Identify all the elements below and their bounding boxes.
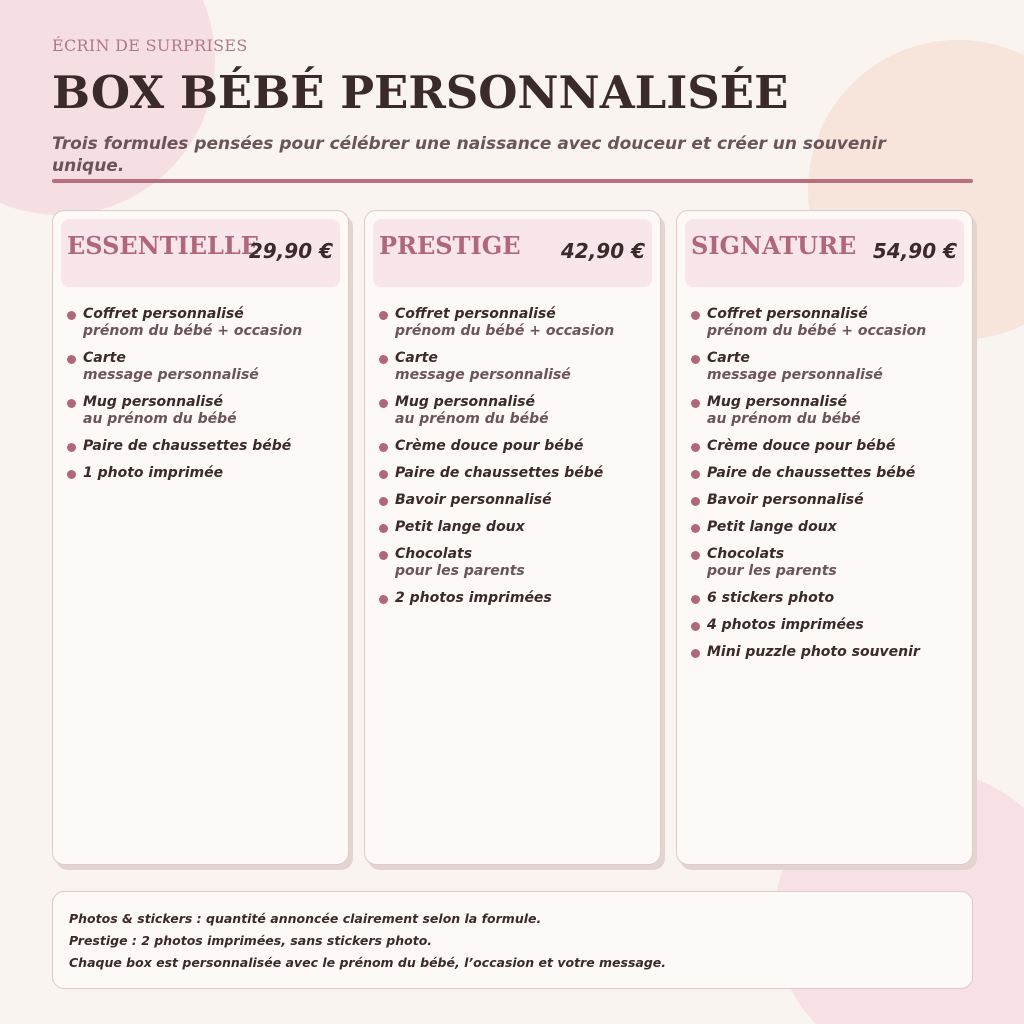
plan-item-detail: pour les parents <box>395 563 525 579</box>
plan-item <box>379 394 660 428</box>
bullet-dot-icon <box>379 551 388 560</box>
plan-item <box>67 306 348 340</box>
plan-item <box>691 546 972 580</box>
bullet-dot-icon <box>691 311 700 320</box>
plan-item <box>379 546 660 580</box>
plan-item-label: Crème douce pour bébé <box>707 438 896 454</box>
bullet-dot-icon <box>379 470 388 479</box>
plan-item <box>67 465 348 482</box>
bullet-dot-icon <box>379 524 388 533</box>
plan-item <box>691 519 972 536</box>
plan-item-detail: au prénom du bébé <box>395 411 549 427</box>
plan-item-label: Mini puzzle photo souvenir <box>707 644 920 660</box>
plan-item-text <box>707 394 861 428</box>
plan-item <box>691 492 972 509</box>
plan-item <box>691 438 972 455</box>
plan-item-text <box>395 546 525 580</box>
plan-item-label: 4 photos imprimées <box>707 617 864 633</box>
bullet-dot-icon <box>67 399 76 408</box>
plan-name: SIGNATURE <box>691 231 857 260</box>
plan-item <box>379 492 660 509</box>
plan-item-text <box>395 590 552 607</box>
plan-item <box>379 519 660 536</box>
plan-item <box>379 350 660 384</box>
note-line: Prestige : 2 photos imprimées, sans stickers photo. <box>69 933 433 948</box>
plan-price: 54,90 € <box>872 239 957 263</box>
bullet-dot-icon <box>379 595 388 604</box>
plan-item-text <box>707 438 895 455</box>
plan-item-text <box>395 438 583 455</box>
bullet-dot-icon <box>691 595 700 604</box>
plan-item-detail: prénom du bébé + occasion <box>83 323 303 339</box>
plan-card-essentielle <box>52 210 349 865</box>
plan-item-label: Carte <box>395 350 438 366</box>
plan-price: 42,90 € <box>560 239 645 263</box>
plan-card-prestige <box>364 210 661 865</box>
page-header <box>52 36 974 177</box>
plan-card-signature <box>676 210 973 865</box>
page-subtitle: Trois formules pensées pour célébrer une naissance avec douceur et créer un souvenir unique. <box>52 133 886 176</box>
bullet-dot-icon <box>67 355 76 364</box>
plan-item-text <box>395 394 549 428</box>
plan-item-detail: au prénom du bébé <box>707 411 861 427</box>
plan-item <box>691 306 972 340</box>
note-line: Photos & stickers : quantité annoncée clairement selon la formule. <box>69 911 542 926</box>
plan-name: PRESTIGE <box>379 231 521 260</box>
plan-price: 29,90 € <box>248 239 333 263</box>
plan-item-label: Coffret personnalisé <box>83 306 244 322</box>
plan-item-label: 2 photos imprimées <box>395 590 552 606</box>
plan-item-detail: message personnalisé <box>83 367 259 383</box>
bullet-dot-icon <box>379 443 388 452</box>
plan-item-label: Petit lange doux <box>395 519 525 535</box>
bullet-dot-icon <box>691 551 700 560</box>
plan-item-detail: prénom du bébé + occasion <box>395 323 615 339</box>
plan-item <box>691 644 972 661</box>
bullet-dot-icon <box>379 355 388 364</box>
plan-item-label: Crème douce pour bébé <box>395 438 584 454</box>
plan-item-text <box>83 306 302 340</box>
plan-item-text <box>707 350 883 384</box>
bullet-dot-icon <box>691 524 700 533</box>
bullet-dot-icon <box>67 311 76 320</box>
page-title: BOX BÉBÉ PERSONNALISÉE <box>52 66 789 119</box>
plan-item-text <box>707 590 834 607</box>
plan-item-label: Chocolats <box>395 546 473 562</box>
plan-item-label: Carte <box>83 350 126 366</box>
plan-item <box>379 438 660 455</box>
bullet-dot-icon <box>691 497 700 506</box>
bullet-dot-icon <box>691 649 700 658</box>
plan-item-label: 6 stickers photo <box>707 590 835 606</box>
plan-item-label: Coffret personnalisé <box>707 306 868 322</box>
plan-item-label: Paire de chaussettes bébé <box>395 465 604 481</box>
plan-item-text <box>83 350 259 384</box>
plan-item <box>691 617 972 634</box>
plan-item-text <box>707 617 864 634</box>
bullet-dot-icon <box>67 443 76 452</box>
brand-name: ÉCRIN DE SURPRISES <box>52 36 248 55</box>
plan-item-detail: message personnalisé <box>707 367 883 383</box>
plan-item-text <box>83 465 223 482</box>
plan-item <box>379 306 660 340</box>
plan-name: ESSENTIELLE <box>67 231 260 260</box>
bullet-dot-icon <box>691 399 700 408</box>
plan-item-text <box>83 438 291 455</box>
plan-item-label: Paire de chaussettes bébé <box>707 465 916 481</box>
plan-item-label: Bavoir personnalisé <box>707 492 864 508</box>
plan-items-list <box>677 287 972 661</box>
plan-item-text <box>707 519 837 536</box>
plan-item-label: Mug personnalisé <box>395 394 535 410</box>
plan-item-text <box>395 519 525 536</box>
plan-item-text <box>707 465 915 482</box>
plan-item-text <box>83 394 237 428</box>
plan-item-text <box>707 492 864 509</box>
bullet-dot-icon <box>691 470 700 479</box>
plan-item <box>691 350 972 384</box>
plan-item-text <box>707 306 926 340</box>
plan-header <box>61 219 340 287</box>
plan-item <box>67 350 348 384</box>
plan-item <box>691 465 972 482</box>
plan-item-label: 1 photo imprimée <box>83 465 224 481</box>
plan-item-text <box>707 644 920 661</box>
plan-header <box>685 219 964 287</box>
plan-items-list <box>53 287 348 482</box>
plan-item-label: Chocolats <box>707 546 785 562</box>
bullet-dot-icon <box>691 622 700 631</box>
plan-item-text <box>395 306 614 340</box>
note-line: Chaque box est personnalisée avec le prénom du bébé, l’occasion et votre message. <box>69 955 667 970</box>
plan-items-list <box>365 287 660 607</box>
plan-item <box>691 590 972 607</box>
bullet-dot-icon <box>379 399 388 408</box>
plan-item <box>67 394 348 428</box>
notes-box <box>52 891 973 989</box>
plan-item-label: Carte <box>707 350 750 366</box>
bullet-dot-icon <box>379 497 388 506</box>
plan-item <box>67 438 348 455</box>
plan-item-detail: au prénom du bébé <box>83 411 237 427</box>
plan-item-text <box>707 546 837 580</box>
bullet-dot-icon <box>379 311 388 320</box>
plan-item-label: Mug personnalisé <box>83 394 223 410</box>
plan-item-text <box>395 350 571 384</box>
plan-item-text <box>395 465 603 482</box>
plan-header <box>373 219 652 287</box>
plan-item <box>379 465 660 482</box>
plan-item-label: Coffret personnalisé <box>395 306 556 322</box>
bullet-dot-icon <box>67 470 76 479</box>
plan-item <box>691 394 972 428</box>
plan-item-label: Paire de chaussettes bébé <box>83 438 292 454</box>
plan-item-label: Mug personnalisé <box>707 394 847 410</box>
bullet-dot-icon <box>691 355 700 364</box>
plan-item-label: Petit lange doux <box>707 519 837 535</box>
plan-item <box>379 590 660 607</box>
plan-item-detail: prénom du bébé + occasion <box>707 323 927 339</box>
plan-item-detail: pour les parents <box>707 563 837 579</box>
bullet-dot-icon <box>691 443 700 452</box>
plan-item-text <box>395 492 552 509</box>
plan-item-detail: message personnalisé <box>395 367 571 383</box>
header-divider <box>52 179 973 183</box>
plan-item-label: Bavoir personnalisé <box>395 492 552 508</box>
